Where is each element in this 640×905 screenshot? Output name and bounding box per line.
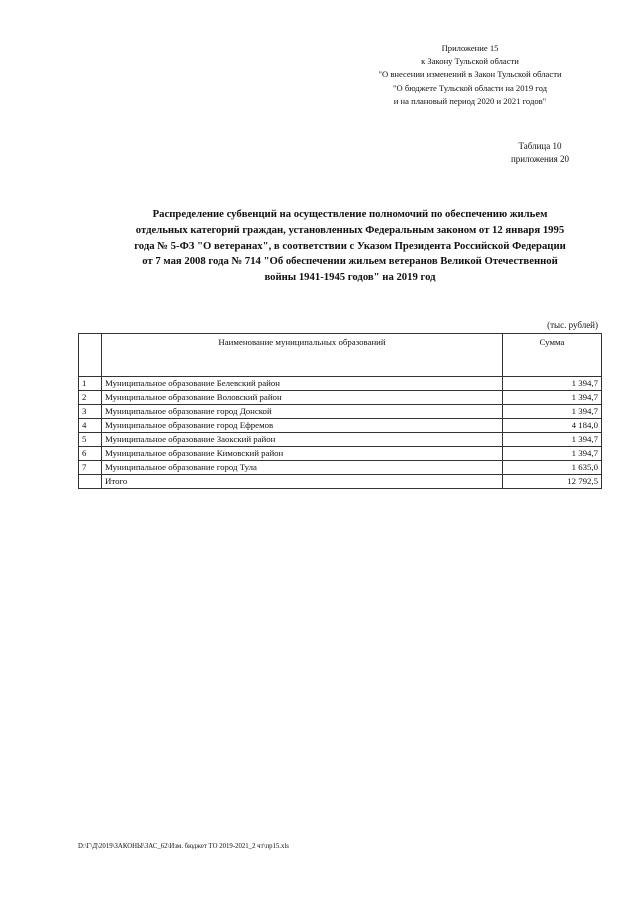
document-title-line: отдельных категорий граждан, установленных Федеральным законом от 12 января 1995 — [135, 223, 565, 236]
total-label: Итого — [102, 475, 503, 489]
document-title-line: года № 5-ФЗ "О ветеранах", в соответствии с Указом Президента Российской Федерации — [134, 239, 566, 252]
document-title-line: Распределение субвенций на осуществление полномочий по обеспечению жильем — [152, 208, 548, 220]
document-title — [80, 207, 620, 286]
row-municipality: Муниципальное образование город Ефремов — [102, 419, 503, 433]
appendix-header — [340, 42, 600, 108]
document-title-line: войны 1941-1945 годов" на 2019 год — [264, 271, 436, 284]
file-path-footer: D:\Г\Д\2019\ЗАКОНЫ\ЗАС_62\Изм. бюджет ТО 2019-2021_2 чт\пр15.xls — [78, 843, 289, 850]
row-number: 7 — [79, 461, 102, 475]
table-row — [79, 391, 602, 405]
total-sum: 12 792,5 — [503, 475, 602, 489]
row-number: 2 — [79, 391, 102, 405]
row-sum: 1 394,7 — [503, 433, 602, 447]
row-municipality: Муниципальное образование Кимовский район — [102, 447, 503, 461]
header-municipality-name: Наименование муниципальных образований — [102, 334, 503, 377]
subsidies-table — [78, 333, 602, 489]
row-number: 6 — [79, 447, 102, 461]
row-sum: 1 635,0 — [503, 461, 602, 475]
table-reference-number: Таблица 10 — [518, 141, 562, 151]
document-title-line: от 7 мая 2008 года № 714 "Об обеспечении жильем ветеранов Великой Отечественной — [142, 255, 558, 268]
table-reference — [480, 140, 600, 166]
row-number: 5 — [79, 433, 102, 447]
row-municipality: Муниципальное образование город Донской — [102, 405, 503, 419]
units-label: (тыс. рублей) — [547, 320, 598, 330]
header-number — [79, 334, 102, 377]
row-municipality: Муниципальное образование Белевский район — [102, 377, 503, 391]
row-sum: 1 394,7 — [503, 405, 602, 419]
header-sum: Сумма — [503, 334, 602, 377]
appendix-header-line: к Закону Тульской области — [421, 56, 519, 67]
row-number: 3 — [79, 405, 102, 419]
table-row — [79, 461, 602, 475]
table-row — [79, 419, 602, 433]
appendix-header-line: и на плановый период 2020 и 2021 годов" — [393, 95, 547, 106]
row-sum: 4 184,0 — [503, 419, 602, 433]
row-sum: 1 394,7 — [503, 377, 602, 391]
row-sum: 1 394,7 — [503, 447, 602, 461]
appendix-header-line: Приложение 15 — [441, 43, 499, 53]
row-municipality: Муниципальное образование Воловский район — [102, 391, 503, 405]
total-row-number — [79, 475, 102, 489]
row-number: 4 — [79, 419, 102, 433]
row-sum: 1 394,7 — [503, 391, 602, 405]
table-row — [79, 405, 602, 419]
table-row — [79, 447, 602, 461]
row-municipality: Муниципальное образование Заокский район — [102, 433, 503, 447]
table-reference-appendix: приложения 20 — [510, 154, 570, 164]
appendix-header-line: "О бюджете Тульской области на 2019 год — [393, 82, 547, 93]
row-municipality: Муниципальное образование город Тула — [102, 461, 503, 475]
appendix-header-line: "О внесении изменений в Закон Тульской области — [378, 69, 562, 80]
row-number: 1 — [79, 377, 102, 391]
table-row — [79, 433, 602, 447]
table-row — [79, 377, 602, 391]
table-header-row — [79, 334, 602, 377]
table-total-row — [79, 475, 602, 489]
